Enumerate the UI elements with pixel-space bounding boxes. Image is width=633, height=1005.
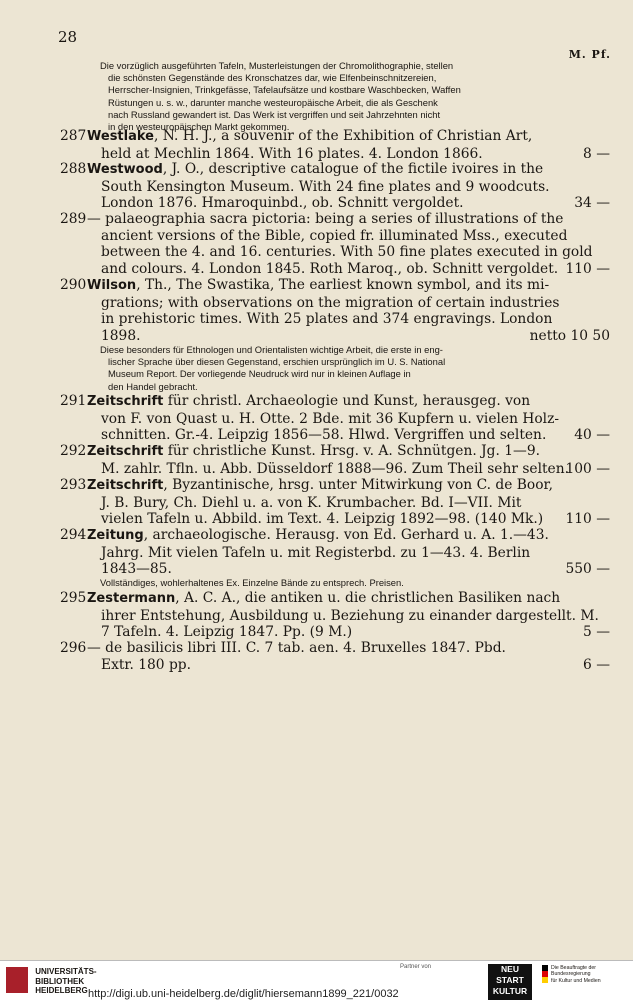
entry-line: vielen Tafeln u. Abbild. im Text. 4. Leipzig 1892—98. (140 Mk.) bbox=[101, 511, 544, 527]
bkm-line: für Kultur und Medien bbox=[551, 977, 601, 984]
entry-author: Wilson bbox=[87, 278, 137, 293]
neustart-line: NEU bbox=[501, 964, 519, 974]
entry-line: schnitten. Gr.-4. Leipzig 1856—58. Hlwd. Vergriffen und selten. bbox=[101, 427, 547, 443]
entry-author: Westlake bbox=[87, 129, 154, 144]
catalog-entry-291 bbox=[60, 393, 610, 444]
entry-line: M. zahlr. Tfln. u. Abb. Düsseldorf 1888—96. Zum Theil sehr selten. bbox=[101, 460, 569, 477]
entry-line: , archaeologische. Herausg. von Ed. Gerhard u. A. 1.—43. bbox=[143, 527, 549, 543]
entry-line: , N. H. J., a souvenir of the Exhibition of Christian Art, bbox=[154, 128, 533, 144]
note-entry-290 bbox=[100, 344, 602, 393]
catalog-entry-295 bbox=[60, 590, 610, 641]
note-line: Vollständiges, wohlerhaltenes Ex. Einzelne Bände zu entsprech. Preisen. bbox=[100, 577, 404, 588]
entry-author: Zeitschrift bbox=[87, 478, 164, 493]
entry-number: 293 bbox=[60, 477, 87, 493]
entry-line: London 1876. Hmaroquinbd., ob. Schnitt vergoldet. bbox=[101, 195, 464, 211]
entry-line: J. B. Bury, Ch. Diehl u. a. von K. Krumbacher. Bd. I—VII. Mit bbox=[101, 494, 522, 511]
entry-line: , Th., The Swastika, The earliest known symbol, and its mi- bbox=[136, 277, 550, 293]
entry-price: 6 — bbox=[583, 656, 610, 673]
entry-line: 1843—85. bbox=[101, 561, 172, 577]
entry-line: between the 4. and 16. centuries. With 50 fine plates executed in gold bbox=[101, 244, 593, 260]
neustart-line: START bbox=[496, 975, 524, 985]
page-number: 28 bbox=[58, 28, 78, 46]
bkm-line: Die Beauftragte der Bundesregierung bbox=[551, 965, 596, 978]
note-line: nach Russland gewandert ist. Das Werk ist vergriffen und seit Jahrzehnten nicht bbox=[108, 108, 441, 120]
entry-price: 34 — bbox=[574, 195, 610, 211]
entry-line: von F. von Quast u. H. Otte. 2 Bde. mit 36 Kupfern u. vielen Holz- bbox=[101, 410, 560, 427]
entry-line: , A. C. A., die antiken u. die christlichen Basiliken nach bbox=[175, 590, 561, 606]
note-line: Rüstungen u. s. w., darunter manche westeuropäische Arbeit, die als Geschenk bbox=[108, 96, 438, 108]
catalog-entry-290 bbox=[60, 277, 610, 344]
note-line: Die vorzüglich ausgeführten Tafeln, Musterleistungen der Chromolithographie, stellen bbox=[100, 60, 454, 71]
entry-number: 287 bbox=[60, 128, 87, 144]
note-previous-entry bbox=[100, 60, 602, 133]
entry-number: 289 bbox=[60, 211, 87, 227]
entry-number: 295 bbox=[60, 590, 87, 606]
currency-header: M. Pf. bbox=[568, 48, 611, 61]
catalog-entry-296 bbox=[60, 640, 610, 673]
entry-price: 110 — bbox=[565, 260, 610, 277]
catalog-entry-292 bbox=[60, 443, 610, 477]
entry-number: 291 bbox=[60, 393, 87, 409]
entry-number: 294 bbox=[60, 527, 87, 543]
entry-number: 292 bbox=[60, 443, 87, 459]
entry-price: 40 — bbox=[574, 427, 610, 443]
entry-line: grations; with observations on the migration of certain industries bbox=[101, 294, 560, 311]
entry-line: , Byzantinische, hrsg. unter Mitwirkung von C. de Boor, bbox=[163, 477, 554, 493]
entry-price: 5 — bbox=[583, 624, 610, 640]
entry-line: ancient versions of the Bible, copied fr. illuminated Mss., executed bbox=[101, 227, 568, 244]
note-line: Diese besonders für Ethnologen und Orientalisten wichtige Arbeit, die erste in eng- bbox=[100, 344, 443, 355]
entry-price: 550 — bbox=[565, 561, 610, 577]
note-line: die schönsten Gegenstände des Kronschatzes dar, wie Elfenbeinschnitzereien, bbox=[108, 72, 437, 84]
catalog-entry-294 bbox=[60, 527, 610, 578]
note-line: Museum Report. Der vorliegende Neudruck wird nur in kleinen Auflage in bbox=[108, 368, 411, 380]
partner-label: Partner von bbox=[400, 964, 432, 970]
entry-author: Westwood bbox=[87, 162, 163, 177]
library-logo bbox=[6, 967, 97, 996]
entry-line: in prehistoric times. With 25 plates and 374 engravings. London bbox=[101, 311, 553, 327]
neustart-line: KULTUR bbox=[492, 986, 528, 996]
entry-author: Zeitschrift bbox=[87, 444, 164, 459]
entry-line: and colours. 4. London 1845. Roth Maroq., ob. Schnitt vergoldet. bbox=[101, 260, 559, 277]
entry-line: 1898. bbox=[101, 327, 141, 344]
neustart-kultur-logo bbox=[488, 964, 532, 1000]
library-logo-line: BIBLIOTHEK bbox=[35, 976, 85, 986]
library-logo-line: HEIDELBERG bbox=[35, 986, 88, 995]
source-url[interactable]: http://digi.ub.uni-heidelberg.de/diglit/hiersemann1899_221/0032 bbox=[88, 988, 399, 1000]
entry-line: , J. O., descriptive catalogue of the fictile ivoires in the bbox=[162, 161, 544, 177]
entry-price: 100 — bbox=[565, 460, 610, 477]
german-eagle-icon bbox=[542, 965, 548, 983]
library-seal-icon bbox=[6, 967, 28, 993]
entry-price: netto 10 50 bbox=[529, 327, 610, 344]
catalog-entry-287 bbox=[60, 128, 610, 162]
catalog-entry-293 bbox=[60, 477, 610, 528]
note-line: lischer Sprache über diesen Gegenstand, erschien ursprünglich im U. S. National bbox=[108, 356, 446, 368]
library-logo-line: UNIVERSITÄTS- bbox=[35, 967, 97, 976]
entry-author: Zeitschrift bbox=[87, 394, 164, 409]
entry-number: 296 bbox=[60, 640, 87, 656]
entry-number: 288 bbox=[60, 161, 87, 177]
note-line: in den westeuropäischen Markt gekommen. bbox=[108, 121, 290, 133]
catalog-entry-289 bbox=[60, 211, 610, 277]
entry-number: 290 bbox=[60, 277, 87, 293]
entry-line: Extr. 180 pp. bbox=[101, 656, 192, 673]
entry-line: für christliche Kunst. Hrsg. v. A. Schnütgen. Jg. 1—9. bbox=[163, 443, 541, 459]
entry-author: Zeitung bbox=[87, 528, 144, 543]
entry-price: 110 — bbox=[565, 511, 610, 527]
entry-line: held at Mechlin 1864. With 16 plates. 4. London 1866. bbox=[101, 145, 483, 162]
note-line: den Handel gebracht. bbox=[108, 380, 198, 392]
bkm-logo bbox=[542, 965, 630, 984]
entry-line: für christl. Archaeologie und Kunst, herausgeg. von bbox=[163, 393, 531, 409]
note-line: Herrscher-Insignien, Trinkgefässe, Tafelaufsätze und kostbare Waschbecken, Waffen bbox=[108, 84, 461, 96]
entry-line: South Kensington Museum. With 24 fine plates and 9 woodcuts. bbox=[101, 178, 550, 195]
entry-line: ihrer Entstehung, Ausbildung u. Beziehung zu einander dargestellt. M. bbox=[101, 607, 599, 624]
catalog-entry-288 bbox=[60, 161, 610, 212]
entry-author: Zestermann bbox=[87, 591, 176, 606]
entry-line: — de basilicis libri III. C. 7 tab. aen. 4. Bruxelles 1847. Pbd. bbox=[87, 640, 506, 656]
note-entry-294 bbox=[100, 577, 602, 589]
entry-line: 7 Tafeln. 4. Leipzig 1847. Pp. (9 M.) bbox=[101, 624, 353, 640]
entry-line: Jahrg. Mit vielen Tafeln u. mit Registerbd. zu 1—43. 4. Berlin bbox=[101, 544, 531, 561]
entry-line: — palaeographia sacra pictoria: being a series of illustrations of the bbox=[87, 211, 564, 227]
entry-price: 8 — bbox=[583, 145, 610, 162]
